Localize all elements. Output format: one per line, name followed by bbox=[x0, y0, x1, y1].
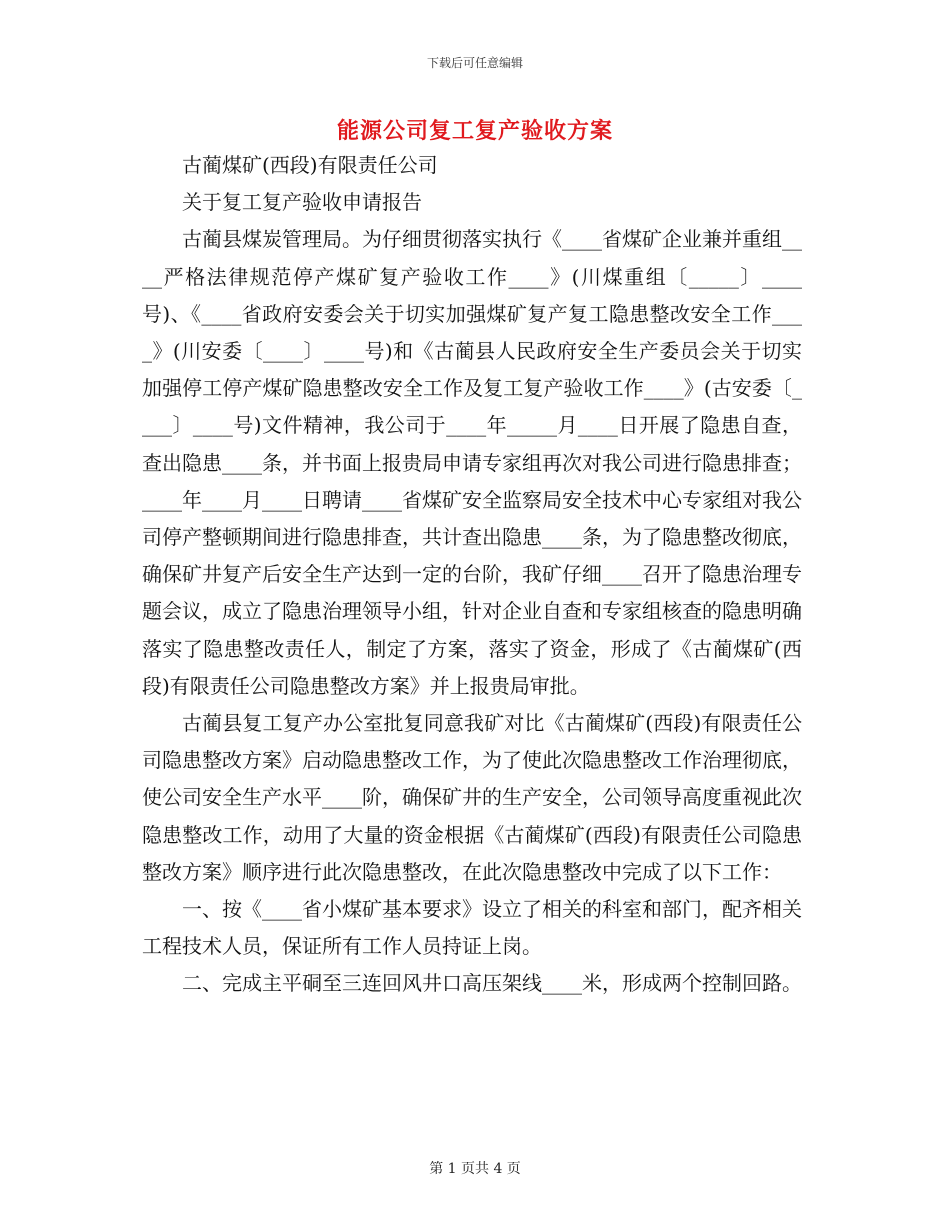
body-paragraph: 古蔺县复工复产办公室批复同意我矿对比《古蔺煤矿(西段)有限责任公司隐患整改方案》启动隐患整改工作，为了使此次隐患整改工作治理彻底，使公司安全生产水平____阶，确保矿井的生产安全，公司领导高度重视此次隐患整改工作，动用了大量的资金根据《古蔺煤矿(西段)有限责任公司隐患整改方案》顺序进行此次隐患整改，在此次隐患整改中完成了以下工作： bbox=[142, 711, 802, 884]
document-title: 能源公司复工复产验收方案 bbox=[336, 118, 613, 144]
company-name-line: 古蔺煤矿(西段)有限责任公司 bbox=[182, 153, 438, 177]
body-paragraph: 古蔺县煤炭管理局。为仔细贯彻落实执行《____省煤矿企业兼并重组____严格法律规范停产煤矿复产验收工作____》(川煤重组〔_____〕____号)、《____省政府安委会关于切实加强煤矿复产复工隐患整改安全工作____》(川安委〔____〕____号)和《古蔺县人民政府安全生产委员会关于切实加强停工停产煤矿隐患整改安全工作及复工复产验收工作____》(古安委〔____〕____号)文件精神，我公司于____年_____月____日开展了隐患自查，查出隐患____条，并书面上报贵局申请专家组再次对我公司进行隐患排查；____年____月____日聘请____省煤矿安全监察局安全技术中心专家组对我公司停产整顿期间进行隐患排查，共计查出隐患____条，为了隐患整改彻底，确保矿井复产后安全生产达到一定的台阶，我矿仔细____召开了隐患治理专题会议，成立了隐患治理领导小组，针对企业自查和专家组核查的隐患明确落实了隐患整改责任人，制定了方案，落实了资金，形成了《古蔺煤矿(西段)有限责任公司隐患整改方案》并上报贵局审批。 bbox=[142, 227, 802, 698]
body-paragraph: 一、按《____省小煤矿基本要求》设立了相关的科室和部门，配齐相关工程技术人员，保证所有工作人员持证上岗。 bbox=[142, 897, 802, 959]
document-body bbox=[142, 147, 802, 1003]
body-paragraph: 二、完成主平硐至三连回风井口高压架线____米，形成两个控制回路。 bbox=[182, 971, 802, 996]
report-subject-line: 关于复工复产验收申请报告 bbox=[182, 190, 422, 215]
page-number-footer: 第 1 页共 4 页 bbox=[429, 1161, 521, 1177]
page-header-note: 下载后可任意编辑 bbox=[426, 56, 523, 70]
